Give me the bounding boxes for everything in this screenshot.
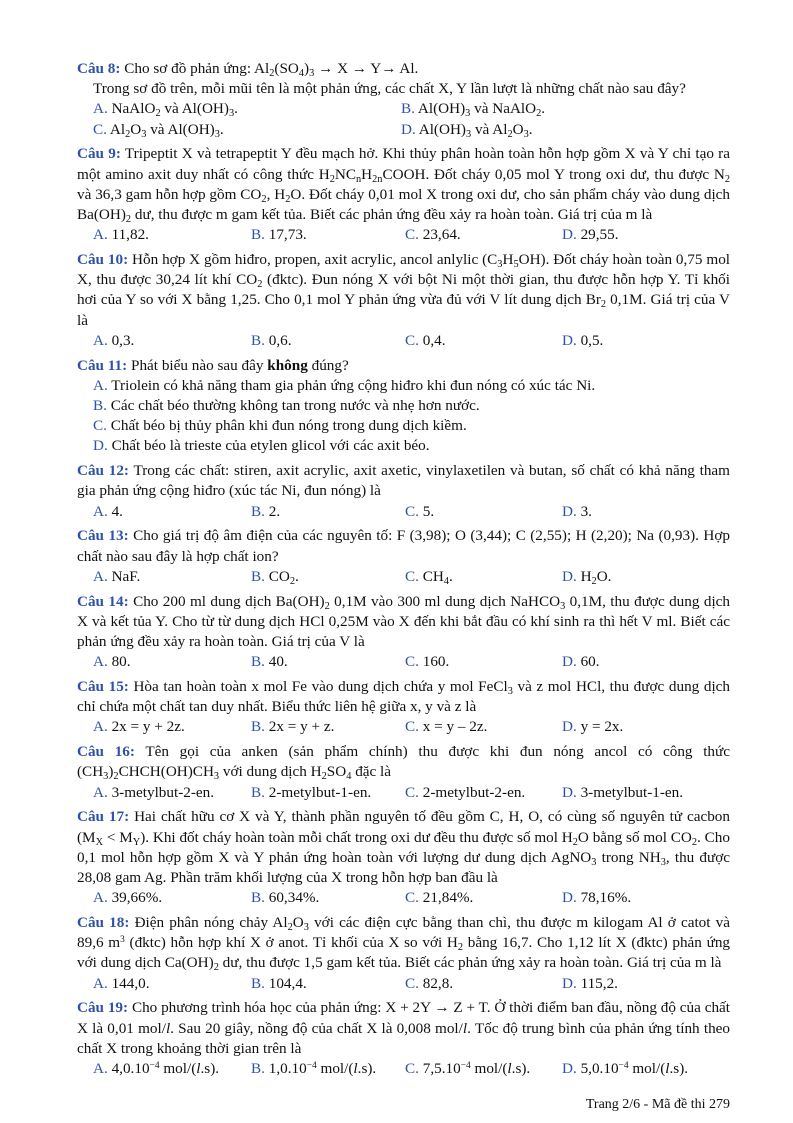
question xyxy=(77,250,730,351)
option-text: 3-metylbut-1-en. xyxy=(580,783,684,801)
answer-option-a xyxy=(93,225,149,245)
option-text: 5. xyxy=(422,502,435,520)
option-text: 40. xyxy=(268,653,288,671)
options-row xyxy=(93,717,730,737)
option-text: $7,5.10^{-4}$ mol/(l.s). xyxy=(422,1059,531,1077)
options-row xyxy=(93,331,730,351)
option-key: A. xyxy=(93,100,108,118)
answer-option-d xyxy=(562,567,611,587)
option-key: B. xyxy=(251,974,265,992)
answer-option-c xyxy=(93,120,224,140)
option-key: B. xyxy=(251,1059,265,1077)
answer-option-b xyxy=(251,783,371,803)
answer-option-b xyxy=(251,1059,376,1079)
answer-option-c xyxy=(405,1059,530,1079)
option-key: C. xyxy=(405,889,419,907)
answer-option-d xyxy=(562,717,623,737)
option-key: A. xyxy=(93,718,108,736)
option-text: x = y – 2z. xyxy=(422,718,488,736)
option-text: Chất béo bị thủy phân khi đun nóng trong dung dịch kiềm. xyxy=(110,417,467,435)
answer-option-d xyxy=(562,331,603,351)
option-text: 3. xyxy=(580,502,592,520)
answer-options xyxy=(77,331,730,351)
option-key: C. xyxy=(405,502,419,520)
option-key: C. xyxy=(93,120,107,138)
question-body: Hỗn hợp X gồm hiđro, propen, axit acrylic, ancol anlylic $(C_3H_5OH)$. Đốt cháy hoàn toàn 0,75 mol X, thu được 30,24 lít khí $CO_2$ (đktc). Đun nóng X với bột Ni một thời gian, thu được hỗn hợp Y. Tỉ khối hơi của Y so với X bằng 1,25. Cho 0,1 mol Y phản ứng vừa đủ với V lít dung dịch $Br_2$ 0,1M. Giá trị của V là xyxy=(77,250,731,329)
option-key: B. xyxy=(251,783,265,801)
answer-options xyxy=(77,502,730,522)
option-text: $Al_2O_3$ và $Al(OH)_3$. xyxy=(109,120,224,140)
answer-option-a xyxy=(93,377,595,394)
answer-option-a xyxy=(93,652,131,672)
option-text: 2x = y + z. xyxy=(268,718,335,736)
answer-option-a xyxy=(93,502,123,522)
option-text: 21,84%. xyxy=(422,889,474,907)
option-key: B. xyxy=(401,100,415,118)
option-text: Các chất béo thường không tan trong nước và nhẹ hơn nước. xyxy=(110,396,480,414)
option-text: $H_2O$. xyxy=(580,567,612,587)
question-label: Câu 12: xyxy=(77,462,129,480)
option-text: 60,34%. xyxy=(268,889,320,907)
answer-option-c xyxy=(405,652,449,672)
answer-option-b xyxy=(251,974,307,994)
option-text: 23,64. xyxy=(422,226,461,244)
option-text: 115,2. xyxy=(580,974,618,992)
answer-option-d xyxy=(562,502,592,522)
answer-option-b xyxy=(251,888,319,908)
option-text: 2-metylbut-1-en. xyxy=(268,783,372,801)
answer-option-b xyxy=(251,331,292,351)
question xyxy=(77,807,730,908)
question-body: Hòa tan hoàn toàn x mol Fe vào dung dịch chứa y mol FeCl$_3$ và z mol HCl, thu được dung dịch chỉ chứa một chất tan duy nhất. Biểu thức liên hệ giữa x, y và z là xyxy=(77,677,731,716)
question-label: Câu 15: xyxy=(77,677,129,695)
option-text: 60. xyxy=(580,653,600,671)
answer-options xyxy=(77,974,730,994)
option-text: 0,3. xyxy=(111,331,135,349)
options-row xyxy=(93,225,730,245)
option-key: D. xyxy=(562,226,577,244)
question-subtext: Trong sơ đồ trên, mỗi mũi tên là một phản ứng, các chất X, Y lần lượt là những chất nào sau đây? xyxy=(93,80,686,98)
option-text: $CO_2$. xyxy=(268,567,299,587)
question xyxy=(77,998,730,1079)
option-key: D. xyxy=(562,718,577,736)
answer-option-b xyxy=(251,652,288,672)
question xyxy=(77,461,730,522)
option-key: C. xyxy=(405,331,419,349)
question-text xyxy=(77,998,730,1059)
option-key: C. xyxy=(405,974,419,992)
option-text: $1,0.10^{-4}$ mol/(l.s). xyxy=(268,1059,377,1077)
options-row xyxy=(93,396,730,416)
answer-option-d xyxy=(562,974,618,994)
option-key: A. xyxy=(93,653,108,671)
question-label: Câu 17: xyxy=(77,808,130,826)
answer-option-d xyxy=(562,783,683,803)
question-text xyxy=(77,913,730,974)
option-key: D. xyxy=(562,502,577,520)
question xyxy=(77,526,730,587)
option-text: 0,5. xyxy=(580,331,604,349)
option-key: D. xyxy=(562,567,577,585)
question-text xyxy=(77,677,730,717)
question xyxy=(77,592,730,673)
answer-options xyxy=(77,225,730,245)
answer-option-a xyxy=(93,888,162,908)
option-key: D. xyxy=(562,974,577,992)
question-label: Câu 16: xyxy=(77,743,135,761)
answer-option-b xyxy=(401,99,545,119)
option-key: A. xyxy=(93,502,108,520)
answer-option-b xyxy=(251,567,299,587)
option-text: 0,6. xyxy=(268,331,292,349)
question xyxy=(77,742,730,803)
question-label: Câu 18: xyxy=(77,913,130,931)
answer-option-d xyxy=(562,888,631,908)
option-text: 0,4. xyxy=(422,331,446,349)
question-label: Câu 10: xyxy=(77,250,129,268)
option-text: NaF. xyxy=(111,567,141,585)
option-key: B. xyxy=(251,502,265,520)
question-body: Tên gọi của anken (sản phẩm chính) thu được khi đun nóng ancol có công thức $(CH_3)_2CHCH(OH)CH_3$ với dung dịch $H_2SO_4$ đặc là xyxy=(77,743,730,783)
option-text: y = 2x. xyxy=(580,718,624,736)
answer-option-b xyxy=(93,397,480,414)
option-text: 2-metylbut-2-en. xyxy=(422,783,526,801)
answer-option-c xyxy=(405,225,461,245)
option-key: D. xyxy=(401,120,416,138)
question-text xyxy=(77,250,730,331)
question-body: Tripeptit X và tetrapeptit Y đều mạch hở. Khi thủy phân hoàn toàn hỗn hợp gồm X và Y chỉ tạo ra một amino axit duy nhất có công thức $H_2NC_nH_{2n}COOH$. Đốt cháy 0,05 mol Y trong oxi dư, thu được $N_2$ và 36,3 gam hỗn hợp gồm $CO_2$, $H_2O$. Đốt cháy 0,01 mol X trong oxi dư, cho sản phẩm cháy vào dung dịch $Ba(OH)_2$ dư, thu được m gam kết tủa. Biết các phản ứng đều xảy ra hoàn toàn. Giá trị của m là xyxy=(77,145,731,226)
answer-option-a xyxy=(93,99,238,119)
question-text xyxy=(77,461,730,501)
question-text xyxy=(77,59,730,79)
page-footer: Trang 2/6 - Mã đề thi 279 xyxy=(585,1097,730,1112)
option-text: 2. xyxy=(268,502,281,520)
question-body: Cho giá trị độ âm điện của các nguyên tố: F (3,98); O (3,44); C (2,55); H (2,20); Na (0,93). Hợp chất nào sau đây là hợp chất ion? xyxy=(77,527,730,565)
option-key: A. xyxy=(93,783,108,801)
option-key: D. xyxy=(562,783,577,801)
answer-options xyxy=(77,717,730,737)
option-key: D. xyxy=(562,653,577,671)
question-body: Cho phương trình hóa học của phản ứng: X + 2Y → Z + T. Ở thời điểm ban đầu, nồng độ của chất X là 0,01 mol/l. Sau 20 giây, nồng độ của chất X là 0,008 mol/l. Tốc độ trung bình của phản ứng tính theo chất X trong khoảng thời gian trên là xyxy=(77,999,731,1057)
answer-option-b xyxy=(251,502,280,522)
options-row xyxy=(93,120,730,140)
answer-option-c xyxy=(405,502,434,522)
option-key: B. xyxy=(251,567,265,585)
question-text xyxy=(77,807,730,888)
option-key: A. xyxy=(93,376,108,394)
answer-options xyxy=(77,1059,730,1079)
option-key: B. xyxy=(251,718,265,736)
answer-option-c xyxy=(405,717,487,737)
question xyxy=(77,356,730,457)
answer-option-b xyxy=(251,717,334,737)
question-text xyxy=(77,526,730,566)
option-key: A. xyxy=(93,1059,108,1077)
answer-options xyxy=(77,376,730,457)
options-row xyxy=(93,783,730,803)
option-key: B. xyxy=(93,396,107,414)
answer-options xyxy=(77,652,730,672)
option-text: $Al(OH)_3$ và $Al_2O_3$. xyxy=(418,120,533,140)
option-key: A. xyxy=(93,974,108,992)
question-body: Trong các chất: stiren, axit acrylic, axit axetic, vinylaxetilen và butan, số chất có khả năng tham gia phản ứng cộng hiđro (xúc tác Ni, đun nóng) là xyxy=(77,462,730,500)
question-body: Cho sơ đồ phản ứng: $Al_2(SO_4)_3 \to X \to Y\to Al$. xyxy=(124,60,419,80)
option-key: D. xyxy=(562,331,577,349)
option-key: D. xyxy=(562,1059,577,1077)
question xyxy=(77,144,730,245)
question xyxy=(77,913,730,994)
options-row xyxy=(93,1059,730,1079)
option-text: Triolein có khả năng tham gia phản ứng cộng hiđro khi đun nóng có xúc tác Ni. xyxy=(111,376,596,394)
answer-option-c xyxy=(405,888,473,908)
options-row xyxy=(93,974,730,994)
option-text: 160. xyxy=(422,653,450,671)
option-text: 104,4. xyxy=(268,974,307,992)
answer-options xyxy=(77,99,730,139)
option-text: 2x = y + 2z. xyxy=(111,718,185,736)
question-label: Câu 8: xyxy=(77,60,121,77)
option-text: $Al(OH)_3$ và NaAlO$_2$. xyxy=(417,100,546,120)
option-text: $5,0.10^{-4}$ mol/(l.s). xyxy=(580,1059,689,1077)
exam-page-content xyxy=(77,59,730,1084)
option-key: B. xyxy=(251,226,265,244)
answer-option-c xyxy=(93,417,467,434)
options-row xyxy=(93,567,730,587)
option-text: NaAlO$_2$ và $Al(OH)_3$. xyxy=(111,100,238,120)
option-key: C. xyxy=(405,567,419,585)
answer-option-b xyxy=(251,225,307,245)
answer-option-a xyxy=(93,717,185,737)
question-body: Điện phân nóng chảy $Al_2O_3$ với các điện cực bằng than chì, thu được m kilogam Al ở catot và 89,6 $m^3$ (đktc) hỗn hợp khí X ở anot. Tỉ khối của X so với $H_2$ bằng 16,7. Cho 1,12 lít X (đktc) phản ứng với dung dịch $Ca(OH)_2$ dư, thu được 1,5 gam kết tủa. Biết các phản ứng xảy ra hoàn toàn. Giá trị của m là xyxy=(77,913,731,974)
options-row xyxy=(93,502,730,522)
option-key: A. xyxy=(93,331,108,349)
option-text: $4,0.10^{-4}$ mol/(l.s). xyxy=(111,1059,220,1077)
answer-option-c xyxy=(405,974,453,994)
option-text: 4. xyxy=(111,502,123,520)
answer-option-d xyxy=(562,652,600,672)
option-key: C. xyxy=(405,653,419,671)
options-row xyxy=(93,652,730,672)
options-row xyxy=(93,888,730,908)
option-key: A. xyxy=(93,567,108,585)
option-key: C. xyxy=(405,718,419,736)
option-text: 144,0. xyxy=(111,974,150,992)
answer-option-c xyxy=(405,783,525,803)
question-body: Phát biểu nào sau đây không đúng? xyxy=(131,356,349,374)
answer-option-d xyxy=(401,120,533,140)
question-label: Câu 13: xyxy=(77,527,129,545)
option-text: 17,73. xyxy=(268,226,307,244)
answer-option-a xyxy=(93,974,150,994)
option-key: B. xyxy=(251,331,265,349)
option-text: 29,55. xyxy=(580,226,619,244)
answer-option-a xyxy=(93,1059,219,1079)
question-text xyxy=(77,742,730,782)
option-key: B. xyxy=(251,889,265,907)
answer-options xyxy=(77,888,730,908)
answer-option-a xyxy=(93,331,134,351)
option-key: A. xyxy=(93,889,108,907)
option-text: $CH_4$. xyxy=(422,567,453,587)
option-key: C. xyxy=(405,783,419,801)
question-text xyxy=(77,592,730,653)
answer-option-c xyxy=(405,331,446,351)
option-text: 11,82. xyxy=(111,226,149,244)
question-label: Câu 9: xyxy=(77,145,121,163)
answer-option-a xyxy=(93,783,214,803)
question-label: Câu 14: xyxy=(77,592,129,610)
question-body: Cho 200 ml dung dịch $Ba(OH)_2$ 0,1M vào 300 ml dung dịch NaHCO$_3$ 0,1M, thu được dung dịch X và kết tủa Y. Cho từ từ dung dịch HCl 0,25M vào X đến khi bắt đầu có khí sinh ra thì hết V ml. Biết các phản ứng đều xảy ra hoàn toàn. Giá trị của V là xyxy=(77,592,731,650)
question-label: Câu 19: xyxy=(77,999,129,1017)
option-key: C. xyxy=(405,1059,419,1077)
answer-option-d xyxy=(562,1059,688,1079)
options-row xyxy=(93,99,730,119)
option-text: 39,66%. xyxy=(111,889,163,907)
question xyxy=(77,59,730,140)
option-text: Chất béo là trieste của etylen glicol với các axit béo. xyxy=(111,437,430,455)
options-row xyxy=(93,376,730,396)
question xyxy=(77,677,730,738)
answer-options xyxy=(77,567,730,587)
option-key: D. xyxy=(93,437,108,455)
option-key: A. xyxy=(93,226,108,244)
options-row xyxy=(93,436,730,456)
question-body: Hai chất hữu cơ X và Y, thành phần nguyên tố đều gồm C, H, O, có cùng số nguyên tử cacbon $(M_X < M_Y)$. Khi đốt cháy hoàn toàn mỗi chất trong oxi dư đều thu được số mol $H_2O$ bằng số mol $CO_2$. Cho 0,1 mol hỗn hợp gồm X và Y phản ứng hoàn toàn với lượng dư dung dịch AgNO$_3$ trong $NH_3$, thu được 28,08 gam Ag. Phần trăm khối lượng của X trong hỗn hợp ban đầu là xyxy=(77,808,730,886)
answer-options xyxy=(77,783,730,803)
option-key: D. xyxy=(562,889,577,907)
answer-option-d xyxy=(562,225,619,245)
option-key: C. xyxy=(93,417,107,435)
option-text: 80. xyxy=(111,653,131,671)
option-text: 78,16%. xyxy=(580,889,632,907)
question-text xyxy=(77,356,730,376)
option-text: 82,8. xyxy=(422,974,454,992)
answer-option-d xyxy=(93,437,430,454)
options-row xyxy=(93,416,730,436)
option-key: C. xyxy=(405,226,419,244)
option-text: 3-metylbut-2-en. xyxy=(111,783,215,801)
answer-option-a xyxy=(93,567,140,587)
question-text xyxy=(77,144,730,225)
answer-option-c xyxy=(405,567,453,587)
question-label: Câu 11: xyxy=(77,356,128,374)
option-key: B. xyxy=(251,653,265,671)
